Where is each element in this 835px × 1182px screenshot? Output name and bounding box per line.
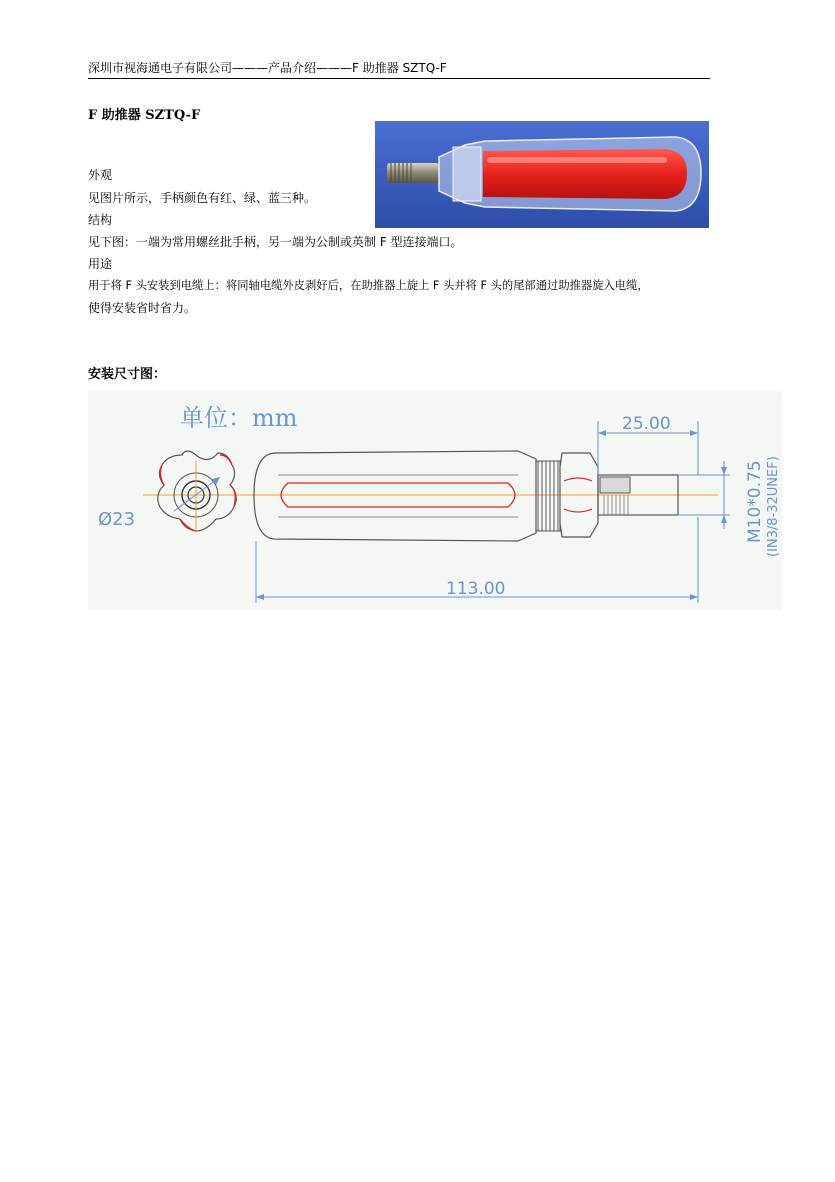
header-divider <box>88 78 710 79</box>
unit-label: 单位：mm <box>180 404 298 432</box>
thread-spec-label: M10*0.75 <box>745 460 765 543</box>
usage-text-line-1: 用于将 F 头安装到电缆上：将同轴电缆外皮剥好后，在助推器上旋上 F 头并将 F 头的尾部通过助推器旋入电缆， <box>88 279 649 292</box>
appearance-heading: 外观 <box>88 168 113 182</box>
product-photo <box>375 121 709 228</box>
dim-25-label: 25.00 <box>622 414 671 434</box>
page-title: F 助推器 SZTQ-F <box>88 108 201 123</box>
structure-heading: 结构 <box>88 213 113 227</box>
page-header: 深圳市视海通电子有限公司———产品介绍———F 助推器 SZTQ-F <box>88 61 447 75</box>
usage-heading: 用途 <box>88 257 113 271</box>
drawing-section-heading: 安装尺寸图： <box>88 367 167 382</box>
dim-113-label: 113.00 <box>446 579 506 599</box>
dimension-drawing <box>88 391 782 610</box>
usage-text-line-2: 使得安装省时省力。 <box>88 301 197 315</box>
structure-text: 见下图：一端为常用螺丝批手柄，另一端为公制或英制 F 型连接端口。 <box>88 235 463 249</box>
appearance-text: 见图片所示，手柄颜色有红、绿、蓝三种。 <box>88 191 317 205</box>
thread-spec-imperial-label: (IN3/8-32UNEF) <box>766 456 781 557</box>
diameter-label: Ø23 <box>98 509 136 530</box>
